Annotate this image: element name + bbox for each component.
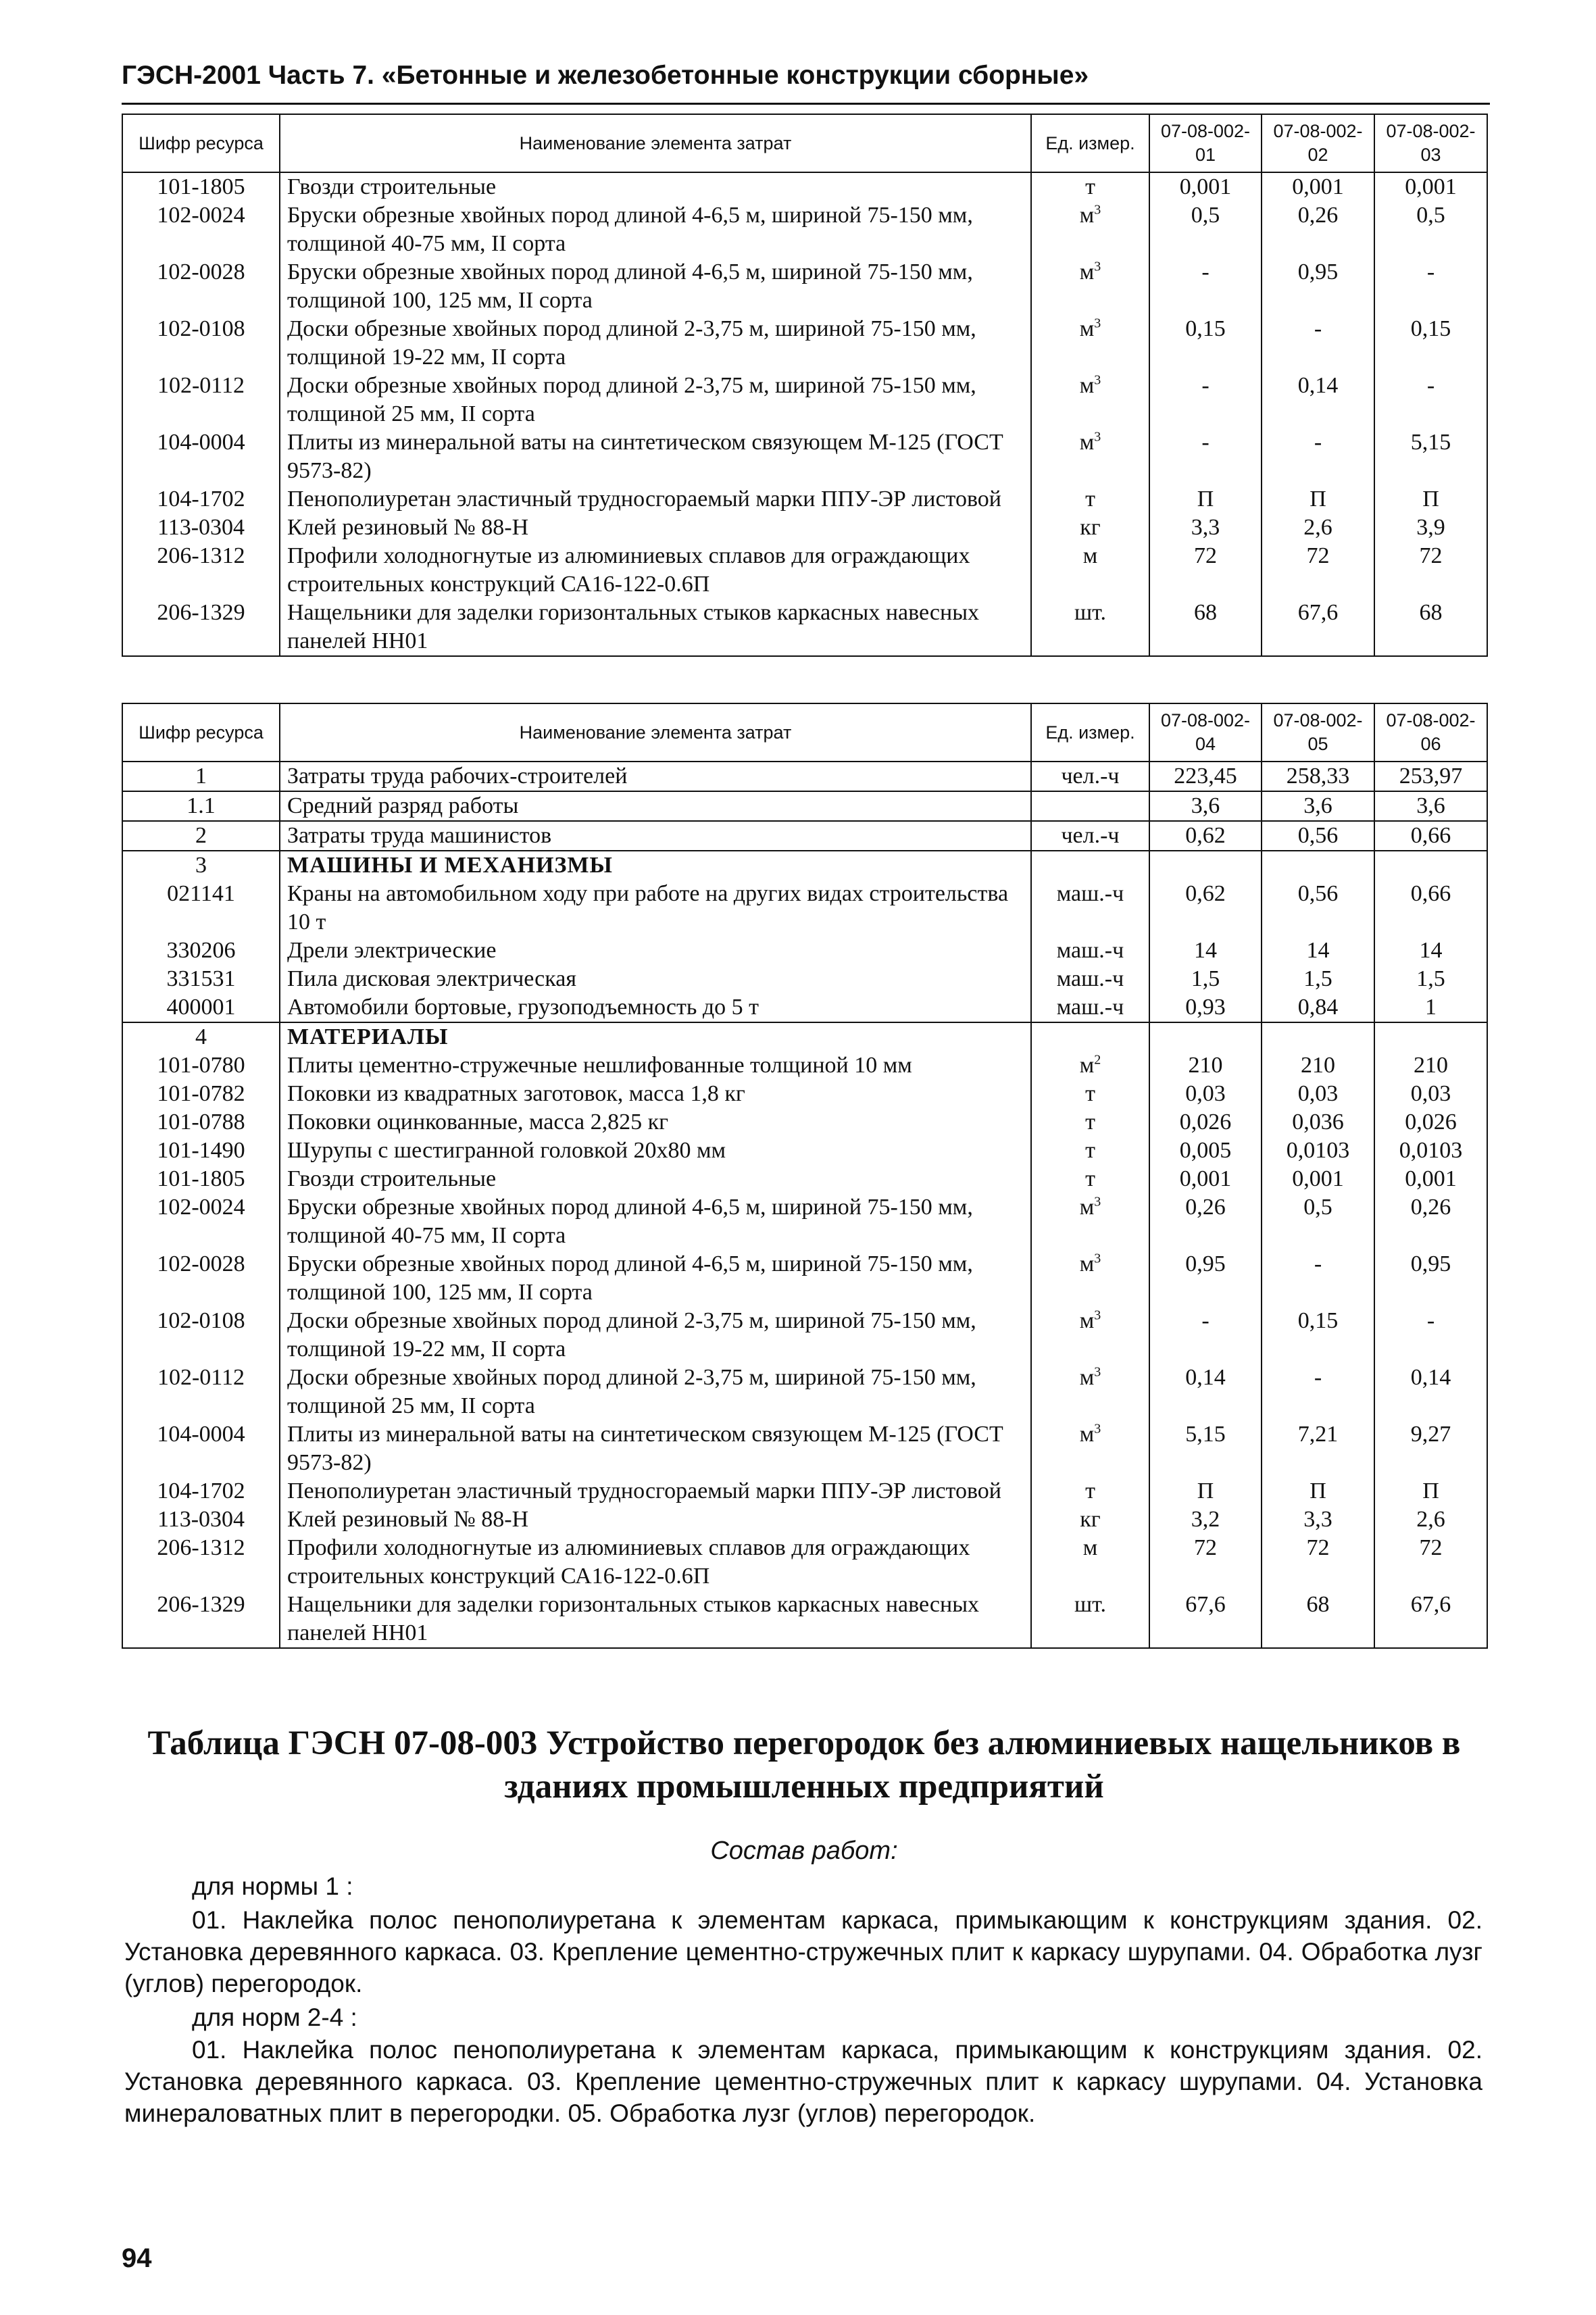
norm-value-1: 14: [1149, 937, 1262, 965]
running-header: ГЭСН-2001 Часть 7. «Бетонные и железобетонные конструкции сборные»: [122, 61, 1089, 90]
norm-value-2: 7,21: [1262, 1420, 1374, 1477]
norm-value-2: 2,6: [1262, 514, 1374, 542]
norm-value-2: 3,3: [1262, 1505, 1374, 1534]
unit-of-measure: [1031, 993, 1149, 1022]
resource-code: 021141: [122, 880, 280, 937]
norm-value-1: 0,14: [1149, 1364, 1262, 1420]
unit-text: м: [1079, 203, 1095, 228]
resource-code: 206-1312: [122, 542, 280, 599]
table-row: [122, 1307, 1487, 1364]
norm-value-2: П: [1262, 1477, 1374, 1505]
resource-code: 2: [122, 821, 280, 851]
unit-of-measure: [1031, 428, 1149, 485]
unit-exponent: 3: [1094, 1251, 1101, 1266]
col-header-name: Наименование элемента затрат: [280, 114, 1031, 172]
unit-of-measure: [1031, 1022, 1149, 1051]
norm2-text: 01. Наклейка полос пенополиуретана к элементам каркаса, примыкающим к конструкциям здания. 02. Установка деревянного каркаса. 03. Крепление цементно-стружечных плит к каркасу шурупами. 04. Установка минераловатных плит в перегородки. 05. Обработка лузг (углов) перегородок.: [124, 2036, 1482, 2127]
resource-name: Профили холодногнутые из алюминиевых сплавов для ограждающих строительных конструкций СА16-122-0.6П: [280, 542, 1031, 599]
resource-code: 101-1490: [122, 1137, 280, 1165]
norm-value-1: 3,2: [1149, 1505, 1262, 1534]
norm-value-3: 0,15: [1374, 315, 1487, 372]
unit-text: маш.-ч: [1056, 966, 1124, 991]
unit-of-measure: [1031, 1137, 1149, 1165]
resource-name: Краны на автомобильном ходу при работе на других видах строительства 10 т: [280, 880, 1031, 937]
norm-value-1: 0,001: [1149, 172, 1262, 201]
resource-code: 1: [122, 762, 280, 791]
unit-text: м: [1079, 1195, 1095, 1220]
norm-value-3: [1374, 851, 1487, 880]
norm-value-3: 72: [1374, 542, 1487, 599]
norm-value-2: 67,6: [1262, 599, 1374, 656]
resource-code: 113-0304: [122, 514, 280, 542]
unit-of-measure: [1031, 762, 1149, 791]
resource-name: Клей резиновый № 88-Н: [280, 514, 1031, 542]
unit-exponent: 3: [1094, 202, 1101, 218]
resource-code: 104-1702: [122, 1477, 280, 1505]
norm-value-1: 0,62: [1149, 880, 1262, 937]
table-body: [122, 762, 1487, 1648]
resource-name: Поковки из квадратных заготовок, масса 1,8 кг: [280, 1080, 1031, 1108]
norm-value-3: 0,95: [1374, 1250, 1487, 1307]
resource-name: Доски обрезные хвойных пород длиной 2-3,75 м, шириной 75-150 мм, толщиной 25 мм, II сорта: [280, 1364, 1031, 1420]
norm-value-3: 0,5: [1374, 201, 1487, 258]
resource-name: Гвозди строительные: [280, 1165, 1031, 1193]
norm-value-1: П: [1149, 1477, 1262, 1505]
table-row: [122, 542, 1487, 599]
unit-of-measure: [1031, 937, 1149, 965]
resource-code: 101-0782: [122, 1080, 280, 1108]
resource-name: Пила дисковая электрическая: [280, 965, 1031, 993]
table-row: [122, 1137, 1487, 1165]
norm-value-1: 0,03: [1149, 1080, 1262, 1108]
resource-name: Поковки оцинкованные, масса 2,825 кг: [280, 1108, 1031, 1137]
table-row: [122, 1108, 1487, 1137]
table-row: [122, 599, 1487, 656]
norm-value-2: 14: [1262, 937, 1374, 965]
resource-code: 102-0028: [122, 258, 280, 315]
table-row: [122, 937, 1487, 965]
norm-value-3: 0,03: [1374, 1080, 1487, 1108]
page-number: 94: [122, 2243, 152, 2273]
unit-text: м: [1079, 1422, 1095, 1447]
norm-value-3: П: [1374, 485, 1487, 514]
table-header-row: [122, 114, 1487, 172]
unit-of-measure: [1031, 1364, 1149, 1420]
table-body: [122, 172, 1487, 656]
unit-of-measure: [1031, 599, 1149, 656]
norm-value-1: 0,15: [1149, 315, 1262, 372]
resource-name: Дрели электрические: [280, 937, 1031, 965]
unit-text: м: [1079, 1365, 1095, 1390]
norm-value-2: 0,036: [1262, 1108, 1374, 1137]
unit-of-measure: [1031, 1080, 1149, 1108]
unit-of-measure: [1031, 542, 1149, 599]
unit-of-measure: [1031, 1165, 1149, 1193]
col-header-norm-6: 07-08-002-06: [1374, 703, 1487, 762]
resource-code: 102-0108: [122, 315, 280, 372]
unit-of-measure: [1031, 821, 1149, 851]
norm-value-3: 3,9: [1374, 514, 1487, 542]
resource-name: Плиты из минеральной ваты на синтетическом связующем М-125 (ГОСТ 9573-82): [280, 1420, 1031, 1477]
unit-text: шт.: [1074, 1592, 1106, 1617]
unit-text: т: [1085, 1478, 1095, 1503]
unit-text: м: [1079, 1251, 1095, 1276]
norm2-label: для норм 2-4 :: [192, 2003, 357, 2031]
col-header-unit: Ед. измер.: [1031, 114, 1149, 172]
norm-value-2: 210: [1262, 1051, 1374, 1080]
norm-value-3: 72: [1374, 1534, 1487, 1591]
resource-name: Бруски обрезные хвойных пород длиной 4-6,5 м, шириной 75-150 мм, толщиной 100, 125 мм, II сорта: [280, 1250, 1031, 1307]
unit-text: маш.-ч: [1056, 881, 1124, 906]
norm-value-1: 0,5: [1149, 201, 1262, 258]
norm-value-3: П: [1374, 1477, 1487, 1505]
table-row: [122, 1080, 1487, 1108]
norm-value-1: 223,45: [1149, 762, 1262, 791]
unit-of-measure: [1031, 1420, 1149, 1477]
resource-code: 206-1329: [122, 599, 280, 656]
col-header-norm-5: 07-08-002-05: [1262, 703, 1374, 762]
unit-of-measure: [1031, 791, 1149, 821]
norm-value-1: 0,005: [1149, 1137, 1262, 1165]
table-row: [122, 993, 1487, 1022]
unit-text: м: [1079, 1308, 1095, 1333]
norm1-label: для нормы 1 :: [192, 1872, 353, 1900]
norm-value-2: 72: [1262, 542, 1374, 599]
resource-code: 101-1805: [122, 172, 280, 201]
norm-value-3: 0,001: [1374, 1165, 1487, 1193]
unit-of-measure: [1031, 880, 1149, 937]
unit-of-measure: [1031, 172, 1149, 201]
unit-text: шт.: [1074, 600, 1106, 625]
resource-code: 104-1702: [122, 485, 280, 514]
unit-of-measure: [1031, 851, 1149, 880]
table-title: Таблица ГЭСН 07-08-003 Устройство перегородок без алюминиевых нащельников в зданиях промышленных предприятий: [147, 1724, 1461, 1806]
norm-value-3: -: [1374, 372, 1487, 428]
resource-code: 1.1: [122, 791, 280, 821]
resource-name: Доски обрезные хвойных пород длиной 2-3,75 м, шириной 75-150 мм, толщиной 25 мм, II сорта: [280, 372, 1031, 428]
norm-value-1: 3,3: [1149, 514, 1262, 542]
resource-name: Автомобили бортовые, грузоподъемность до 5 т: [280, 993, 1031, 1022]
resource-name: Нащельники для заделки горизонтальных стыков каркасных навесных панелей НН01: [280, 1591, 1031, 1648]
col-header-unit: Ед. измер.: [1031, 703, 1149, 762]
resource-code: 206-1329: [122, 1591, 280, 1648]
norm-value-3: 3,6: [1374, 791, 1487, 821]
resource-code: 3: [122, 851, 280, 880]
resource-code: 101-0780: [122, 1051, 280, 1080]
resource-code: 331531: [122, 965, 280, 993]
norm-value-2: 0,03: [1262, 1080, 1374, 1108]
norm-value-3: 210: [1374, 1051, 1487, 1080]
norm-value-1: 0,62: [1149, 821, 1262, 851]
norm-value-2: 0,001: [1262, 172, 1374, 201]
section-row: [122, 1022, 1487, 1051]
unit-of-measure: [1031, 1250, 1149, 1307]
table-row: [122, 762, 1487, 791]
norm-value-1: 67,6: [1149, 1591, 1262, 1648]
unit-text: чел.-ч: [1061, 823, 1120, 848]
resource-name: Нащельники для заделки горизонтальных стыков каркасных навесных панелей НН01: [280, 599, 1031, 656]
resource-name: Бруски обрезные хвойных пород длиной 4-6,5 м, шириной 75-150 мм, толщиной 100, 125 мм, II сорта: [280, 258, 1031, 315]
norm-value-3: 0,0103: [1374, 1137, 1487, 1165]
norm-value-3: 0,66: [1374, 880, 1487, 937]
unit-exponent: 2: [1094, 1052, 1101, 1068]
norm-value-3: [1374, 1022, 1487, 1051]
norm-value-2: 0,001: [1262, 1165, 1374, 1193]
norm-value-2: -: [1262, 315, 1374, 372]
norm-value-2: [1262, 851, 1374, 880]
norm-value-1: 3,6: [1149, 791, 1262, 821]
table-row: [122, 1193, 1487, 1250]
unit-text: м: [1079, 1053, 1095, 1078]
norm-value-1: П: [1149, 485, 1262, 514]
unit-of-measure: [1031, 485, 1149, 514]
resource-code: 102-0112: [122, 372, 280, 428]
table-row: [122, 965, 1487, 993]
table-row: [122, 201, 1487, 258]
resource-name: Гвозди строительные: [280, 172, 1031, 201]
unit-of-measure: [1031, 514, 1149, 542]
unit-exponent: 3: [1094, 316, 1101, 331]
table-row: [122, 172, 1487, 201]
norm-value-1: 72: [1149, 1534, 1262, 1591]
resource-name: Средний разряд работы: [280, 791, 1031, 821]
norm-value-2: 0,0103: [1262, 1137, 1374, 1165]
table-row: [122, 1165, 1487, 1193]
resource-code: 113-0304: [122, 1505, 280, 1534]
norm-value-1: [1149, 1022, 1262, 1051]
unit-of-measure: [1031, 1505, 1149, 1534]
norm-value-1: -: [1149, 258, 1262, 315]
norm-value-1: 0,26: [1149, 1193, 1262, 1250]
table-row: [122, 1534, 1487, 1591]
norm-value-1: [1149, 851, 1262, 880]
table-row: [122, 880, 1487, 937]
norm-value-3: 0,14: [1374, 1364, 1487, 1420]
col-header-name: Наименование элемента затрат: [280, 703, 1031, 762]
unit-of-measure: [1031, 965, 1149, 993]
unit-of-measure: [1031, 315, 1149, 372]
norm-value-3: 0,26: [1374, 1193, 1487, 1250]
resource-name: Доски обрезные хвойных пород длиной 2-3,75 м, шириной 75-150 мм, толщиной 19-22 мм, II сорта: [280, 1307, 1031, 1364]
norm-value-1: 0,001: [1149, 1165, 1262, 1193]
resources-table-1: [122, 114, 1488, 657]
norm-value-2: 0,95: [1262, 258, 1374, 315]
table-row: [122, 1420, 1487, 1477]
resource-name: Бруски обрезные хвойных пород длиной 4-6,5 м, шириной 75-150 мм, толщиной 40-75 мм, II сорта: [280, 201, 1031, 258]
norm-value-3: 9,27: [1374, 1420, 1487, 1477]
unit-text: м: [1079, 373, 1095, 398]
table-row: [122, 1051, 1487, 1080]
unit-text: т: [1085, 174, 1095, 199]
norm-value-1: -: [1149, 428, 1262, 485]
norm-value-1: 0,95: [1149, 1250, 1262, 1307]
unit-exponent: 3: [1094, 372, 1101, 388]
unit-exponent: 3: [1094, 1308, 1101, 1323]
norm-value-1: 210: [1149, 1051, 1262, 1080]
unit-exponent: 3: [1094, 259, 1101, 274]
table-row: [122, 791, 1487, 821]
norm-value-3: 14: [1374, 937, 1487, 965]
unit-text: кг: [1080, 1507, 1101, 1532]
norm-value-1: -: [1149, 372, 1262, 428]
resource-name: Клей резиновый № 88-Н: [280, 1505, 1031, 1534]
norm-value-3: 0,026: [1374, 1108, 1487, 1137]
resource-name: Плиты из минеральной ваты на синтетическом связующем М-125 (ГОСТ 9573-82): [280, 428, 1031, 485]
unit-exponent: 3: [1094, 1364, 1101, 1380]
norm-value-1: 68: [1149, 599, 1262, 656]
norm1-text: 01. Наклейка полос пенополиуретана к элементам каркаса, примыкающим к конструкциям здания. 02. Установка деревянного каркаса. 03. Крепление цементно-стружечных плит к каркасу шурупами. 04. Обработка лузг (углов) перегородок.: [124, 1906, 1482, 1997]
resource-code: 102-0112: [122, 1364, 280, 1420]
col-header-code: Шифр ресурса: [122, 703, 280, 762]
unit-of-measure: [1031, 1477, 1149, 1505]
table-row: [122, 258, 1487, 315]
norm-value-1: 1,5: [1149, 965, 1262, 993]
unit-text: кг: [1080, 515, 1101, 540]
unit-exponent: 3: [1094, 1194, 1101, 1210]
resource-code: 104-0004: [122, 1420, 280, 1477]
unit-of-measure: [1031, 1534, 1149, 1591]
norm-value-2: 258,33: [1262, 762, 1374, 791]
norm-value-3: 68: [1374, 599, 1487, 656]
norm-value-2: 3,6: [1262, 791, 1374, 821]
unit-of-measure: [1031, 258, 1149, 315]
unit-of-measure: [1031, 1591, 1149, 1648]
resource-code: 206-1312: [122, 1534, 280, 1591]
section-row: [122, 851, 1487, 880]
table-row: [122, 514, 1487, 542]
unit-text: маш.-ч: [1056, 938, 1124, 963]
resource-code: 101-1805: [122, 1165, 280, 1193]
norm-value-2: П: [1262, 485, 1374, 514]
resource-name: Пенополиуретан эластичный трудносгораемый марки ППУ-ЭР листовой: [280, 485, 1031, 514]
resource-name: Бруски обрезные хвойных пород длиной 4-6,5 м, шириной 75-150 мм, толщиной 40-75 мм, II сорта: [280, 1193, 1031, 1250]
resource-name: МАШИНЫ И МЕХАНИЗМЫ: [280, 851, 1031, 880]
resource-code: 104-0004: [122, 428, 280, 485]
norm-value-2: -: [1262, 428, 1374, 485]
norm-value-2: -: [1262, 1250, 1374, 1307]
resource-name: МАТЕРИАЛЫ: [280, 1022, 1031, 1051]
table-row: [122, 821, 1487, 851]
col-header-norm-2: 07-08-002-02: [1262, 114, 1374, 172]
unit-text: м: [1079, 316, 1095, 341]
resource-name: Доски обрезные хвойных пород длиной 2-3,75 м, шириной 75-150 мм, толщиной 19-22 мм, II сорта: [280, 315, 1031, 372]
resource-code: 4: [122, 1022, 280, 1051]
resource-code: 102-0108: [122, 1307, 280, 1364]
col-header-norm-3: 07-08-002-03: [1374, 114, 1487, 172]
resource-name: Затраты труда машинистов: [280, 821, 1031, 851]
table-row: [122, 1364, 1487, 1420]
unit-exponent: 3: [1094, 429, 1101, 445]
resource-name: Затраты труда рабочих-строителей: [280, 762, 1031, 791]
norm-value-3: 1,5: [1374, 965, 1487, 993]
table-row: [122, 1505, 1487, 1534]
unit-text: маш.-ч: [1056, 995, 1124, 1020]
unit-text: м: [1082, 543, 1098, 568]
table-row: [122, 1250, 1487, 1307]
norm-value-3: 2,6: [1374, 1505, 1487, 1534]
unit-text: т: [1085, 487, 1095, 512]
resource-code: 102-0028: [122, 1250, 280, 1307]
unit-of-measure: [1031, 201, 1149, 258]
unit-text: т: [1085, 1081, 1095, 1106]
resource-name: Шурупы с шестигранной головкой 20х80 мм: [280, 1137, 1031, 1165]
table-row: [122, 428, 1487, 485]
norm-value-2: 0,84: [1262, 993, 1374, 1022]
table-row: [122, 1591, 1487, 1648]
resources-table-2: [122, 703, 1488, 1649]
unit-of-measure: [1031, 372, 1149, 428]
resource-code: 400001: [122, 993, 280, 1022]
resource-code: 101-0788: [122, 1108, 280, 1137]
norm-value-1: 0,026: [1149, 1108, 1262, 1137]
norm-value-2: 0,56: [1262, 880, 1374, 937]
table-row: [122, 1477, 1487, 1505]
unit-of-measure: [1031, 1051, 1149, 1080]
norm-value-1: 72: [1149, 542, 1262, 599]
norm-value-3: 0,001: [1374, 172, 1487, 201]
norm-value-3: 1: [1374, 993, 1487, 1022]
norm-value-2: 1,5: [1262, 965, 1374, 993]
table-row: [122, 372, 1487, 428]
resource-code: 330206: [122, 937, 280, 965]
norm-value-2: 0,5: [1262, 1193, 1374, 1250]
unit-text: чел.-ч: [1061, 764, 1120, 789]
col-header-norm-4: 07-08-002-04: [1149, 703, 1262, 762]
unit-text: м: [1079, 259, 1095, 284]
col-header-norm-1: 07-08-002-01: [1149, 114, 1262, 172]
table-header-row: [122, 703, 1487, 762]
resource-code: 102-0024: [122, 201, 280, 258]
norm-value-3: 5,15: [1374, 428, 1487, 485]
header-rule: [122, 103, 1490, 105]
work-composition-heading: Состав работ:: [710, 1837, 898, 1865]
unit-of-measure: [1031, 1307, 1149, 1364]
norm-value-2: 0,15: [1262, 1307, 1374, 1364]
norm-value-2: 68: [1262, 1591, 1374, 1648]
norm-value-3: -: [1374, 1307, 1487, 1364]
norm-value-2: 0,56: [1262, 821, 1374, 851]
norm-value-1: -: [1149, 1307, 1262, 1364]
table-row: [122, 315, 1487, 372]
norm-value-3: -: [1374, 258, 1487, 315]
norm-value-3: 0,66: [1374, 821, 1487, 851]
norm-value-3: 67,6: [1374, 1591, 1487, 1648]
norm-value-2: 72: [1262, 1534, 1374, 1591]
unit-text: т: [1085, 1110, 1095, 1135]
unit-text: м: [1082, 1535, 1098, 1560]
resource-name: Плиты цементно-стружечные нешлифованные толщиной 10 мм: [280, 1051, 1031, 1080]
unit-text: т: [1085, 1138, 1095, 1163]
unit-of-measure: [1031, 1108, 1149, 1137]
norm-value-2: [1262, 1022, 1374, 1051]
resource-code: 102-0024: [122, 1193, 280, 1250]
norm-value-2: -: [1262, 1364, 1374, 1420]
norm-value-2: 0,14: [1262, 372, 1374, 428]
col-header-code: Шифр ресурса: [122, 114, 280, 172]
unit-text: т: [1085, 1166, 1095, 1191]
resource-name: Профили холодногнутые из алюминиевых сплавов для ограждающих строительных конструкций СА16-122-0.6П: [280, 1534, 1031, 1591]
norm-value-3: 253,97: [1374, 762, 1487, 791]
norm-value-1: 0,93: [1149, 993, 1262, 1022]
norm-value-1: 5,15: [1149, 1420, 1262, 1477]
unit-exponent: 3: [1094, 1421, 1101, 1437]
table-row: [122, 485, 1487, 514]
unit-of-measure: [1031, 1193, 1149, 1250]
resource-name: Пенополиуретан эластичный трудносгораемый марки ППУ-ЭР листовой: [280, 1477, 1031, 1505]
norm-value-2: 0,26: [1262, 201, 1374, 258]
unit-text: м: [1079, 430, 1095, 455]
